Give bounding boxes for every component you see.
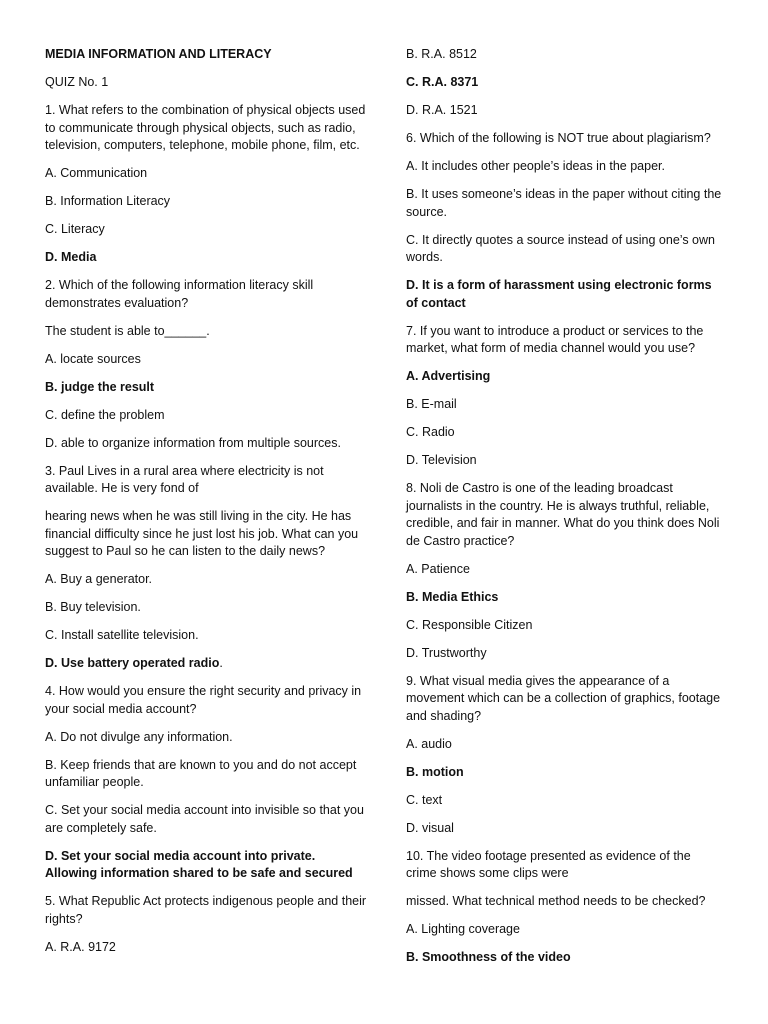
- q3-option-d-text: D. Use battery operated radio: [45, 656, 220, 670]
- q2-prompt: The student is able to______.: [45, 323, 210, 338]
- q7-option-b: B. E-mail: [406, 397, 457, 411]
- question-8: 8. Noli de Castro is one of the leading broadcast journalists in the country. He is always truthful, reliable, credible, and fair in manner. What do you think does Noli de Castro practice?: [406, 481, 720, 548]
- q8-option-b-answer: B. Media Ethics: [406, 589, 499, 604]
- right-column: [406, 46, 724, 977]
- question-7: 7. If you want to introduce a product or services to the market, what form of media channel would you use?: [406, 323, 704, 355]
- q2-option-a: A. locate sources: [45, 351, 141, 366]
- q3-option-b: B. Buy television.: [45, 600, 141, 614]
- q3-option-d-period: .: [219, 656, 223, 670]
- question-10-part-1: 10. The video footage presented as evidence of the crime shows some clips were: [406, 848, 691, 880]
- q10-option-b-answer: B. Smoothness of the video: [406, 950, 571, 964]
- question-3-part-1: 3. Paul Lives in a rural area where electricity is not available. He is very fond of: [45, 463, 324, 495]
- q9-option-a: A. audio: [406, 736, 452, 751]
- question-1: 1. What refers to the combination of physical objects used to communicate through physical objects, such as radio, television, computers, telephone, mobile phone, film, etc.: [45, 103, 366, 152]
- q5-option-d: D. R.A. 1521: [406, 103, 478, 117]
- question-9: 9. What visual media gives the appearance of a movement which can be a collection of graphics, footage and shading?: [406, 673, 721, 723]
- q3-option-d-answer: [45, 655, 367, 673]
- left-column: [45, 46, 367, 967]
- question-2: 2. Which of the following information literacy skill demonstrates evaluation?: [45, 278, 314, 310]
- document-title: MEDIA INFORMATION AND LITERACY: [45, 47, 272, 61]
- question-6: 6. Which of the following is NOT true about plagiarism?: [406, 131, 711, 145]
- q4-option-c: C. Set your social media account into invisible so that you are completely safe.: [45, 803, 364, 835]
- q4-option-b: B. Keep friends that are known to you and do not accept unfamiliar people.: [45, 757, 357, 789]
- question-4: 4. How would you ensure the right security and privacy in your social media account?: [45, 684, 362, 716]
- q5-option-c-answer: C. R.A. 8371: [406, 75, 479, 89]
- q10-option-a: A. Lighting coverage: [406, 922, 520, 936]
- q3-option-a: A. Buy a generator.: [45, 572, 153, 586]
- q9-option-b-answer: B. motion: [406, 764, 464, 779]
- q9-option-c: C. text: [406, 792, 443, 807]
- q1-option-c: C. Literacy: [45, 222, 105, 236]
- q8-option-d: D. Trustworthy: [406, 645, 487, 660]
- q7-option-c: C. Radio: [406, 425, 455, 439]
- q6-option-b: B. It uses someone’s ideas in the paper without citing the source.: [406, 187, 722, 219]
- q4-option-a: A. Do not divulge any information.: [45, 729, 233, 744]
- q1-option-b: B. Information Literacy: [45, 194, 171, 208]
- question-3-part-2: hearing news when he was still living in the city. He has financial difficulty since he just lost his job. What can you suggest to Paul so he can listen to the daily news?: [45, 509, 359, 558]
- q7-option-a-answer: A. Advertising: [406, 369, 491, 383]
- q2-option-d: D. able to organize information from multiple sources.: [45, 435, 341, 450]
- q8-option-a: A. Patience: [406, 561, 470, 576]
- q5-option-a: A. R.A. 9172: [45, 939, 116, 954]
- q6-option-c: C. It directly quotes a source instead of using one’s own words.: [406, 232, 715, 264]
- q3-option-c: C. Install satellite television.: [45, 628, 199, 642]
- q6-option-a: A. It includes other people’s ideas in the paper.: [406, 159, 665, 173]
- q6-option-d-answer: D. It is a form of harassment using electronic forms of contact: [406, 278, 712, 310]
- q9-option-d: D. visual: [406, 820, 454, 835]
- q1-option-d-answer: D. Media: [45, 250, 97, 264]
- q4-option-d-answer: D. Set your social media account into private. Allowing information shared to be safe and secured: [45, 848, 353, 880]
- q2-option-b-answer: B. judge the result: [45, 379, 155, 394]
- question-10-part-2: missed. What technical method needs to be checked?: [406, 894, 706, 908]
- q5-option-b: B. R.A. 8512: [406, 47, 477, 61]
- q1-option-a: A. Communication: [45, 166, 148, 180]
- q2-option-c: C. define the problem: [45, 407, 165, 422]
- question-5: 5. What Republic Act protects indigenous people and their rights?: [45, 894, 367, 926]
- quiz-number: QUIZ No. 1: [45, 75, 109, 89]
- q8-option-c: C. Responsible Citizen: [406, 617, 533, 632]
- q7-option-d: D. Television: [406, 453, 477, 467]
